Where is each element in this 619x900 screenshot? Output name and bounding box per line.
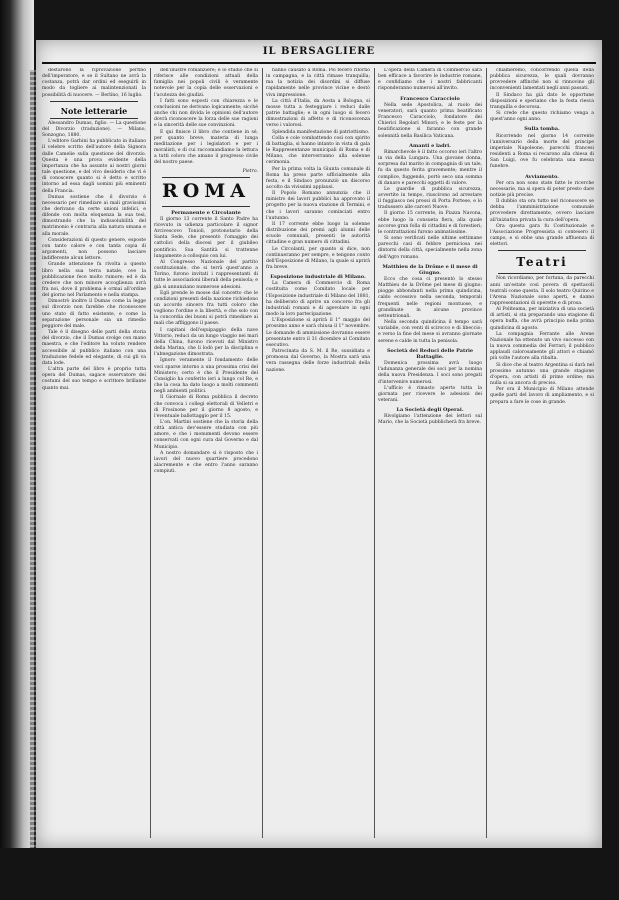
paragraph: A nostro domandare si è risposto che i lavori del nuovo quartiere procedono alacremente e che entro l'anno saranno compiuti. (154, 450, 258, 475)
column-rule (150, 68, 151, 838)
paragraph: hanno causato a Roma. Poi fecero ritorno in campagna, e la città rimase tranquilla; ma la notizia dei disordini si diffuse rapidamente nelle province vicine e destò viva impressione. (266, 68, 370, 98)
column-4 (378, 68, 482, 838)
divider (498, 273, 586, 274)
signature: Pietro. (242, 168, 258, 174)
paragraph: Non ricordiamo, per fortuna, da parecchi anni un'estate così povera di spettacoli teatrali come questa. Il solo teatro Quirino e l'Arena Nazionale sono aperti, e danno rappresentazioni di operette e di prosa. (490, 276, 594, 306)
paragraph: Ignoro veramente il fondamento delle voci sparse intorno a una prossima crisi del Ministero; certo è che il Presidente del Consiglio ha conferito ieri a lungo col Re, e che la cosa ha dato luogo a molti commenti negli ambienti politici. (154, 358, 258, 395)
paragraph: L'altra parte del libro è proprio tutta opera del Dumas, sagace osservatore dei costumi del suo tempo e scrittore brillante quanto mai. (42, 367, 146, 391)
paragraph: Il giorno 15 corrente, in Piazza Navona, ebbe luogo la consueta fiera, alla quale accorse gran folla di cittadini e di forestieri; le contrattazioni furono animatissime. (378, 211, 482, 235)
paragraph: Il Popolo Romano annunzia che il ministro dei lavori pubblici ha approvato il progetto per la nuova stazione di Termini, e che i lavori saranno cominciati entro l'autunno. (266, 191, 370, 221)
paragraph: Al Congresso Nazionale del partito costituzionale, che si terrà quest'anno a Torino, furono invitati i rappresentanti di tutte le associazioni liberali della penisola; e già si annunziano numerose adesioni. (154, 259, 258, 290)
paragraph: Grande attenzione fu rivolta a questo libro nella sua terra natale, ove la pubblicazione fece molto rumore; ed è da credere che non minore accoglienza avrà fra noi, dove il problema è ormai all'ordine del giorno nel Parlamento e nella stampa. (42, 262, 146, 299)
paragraph: Dimostrò inoltre il Dumas come la legge sul divorzio non farebbe che riconoscere uno stato di fatto esistente, e come la separazione personale sia un rimedio peggiore del male. (42, 299, 146, 329)
subheading: Società dei Reduci delle Patrie Battaglie. (386, 347, 474, 360)
scan-background-top (0, 0, 619, 40)
subheading: Permanente e Circolante (171, 209, 241, 216)
paragraph: Per ora il Municipio di Milano attende quelle parti del lavoro di ampliamento, e si prepara a fare le cose in grande. (490, 387, 594, 405)
paragraph: Nella seconda quindicina il tempo sarà variabile, con venti di scirocco e di libeccio; e verso la fine del mese si avranno giornate serene e calde in tutta la penisola. (378, 320, 482, 344)
paragraph: Splendida manifestazione di patriottismo. (272, 129, 370, 135)
paragraph: L'editore Garbini ha pubblicato in italiano il celebre scritto dell'autore della Signora dalle Camelie sulla questione del divorzio. Questa è una prova evidente della importanza che ha assunto ai nostri giorni tale questione, e del vivo desiderio che vi è di conoscere quanto si è detto e scritto intorno ad essa dagli uomini più eminenti della Francia. (42, 139, 146, 194)
paragraph: La compagnia Ferrante alle Arene Nazionale ha ottenuto un vivo successo con la nuova commedia del Ferrari; il pubblico applaudì calorosamente gli attori e chiamò più volte l'autore alla ribalta. (490, 331, 594, 362)
subheading: Matthieu de la Drôme e il mese di Giugno. (382, 263, 478, 276)
paragraph: Alessandro Dumas, figlio. — La questione del Divorzio (traduzione). — Milano, Sonzogno, 1880. (42, 120, 146, 139)
paragraph: Per ora non sono state fatte le ricerche necessarie, ma si spera di poter presto dare notizie più precise. (490, 180, 594, 198)
paragraph: Nella sede Apostolica, al ruolo dei veneratori, sarà quanto prima beatificato Francesco Caracciolo, fondatore dei Chierici Regolari Minori; e le feste per la beatificazione si faranno con grande solennità nella Basilica Vaticana. (378, 102, 482, 139)
column-rule (374, 68, 375, 838)
subheading: Francesco Caracciolo (400, 95, 460, 102)
newspaper-masthead: IL BERSAGLIERE (262, 46, 376, 57)
paragraph: Il Giornale di Roma pubblica il decreto che convoca i collegi elettorali di Velletri e di Frosinone per il giorno 8 agosto, e l'eventuale ballottaggio per il 15. (154, 395, 258, 419)
paragraph: Per la prima volta la Giunta comunale di Roma ha preso parte ufficialmente alla festa, e il Sindaco pronunziò un discorso accolto da vivissimi applausi. (266, 166, 370, 190)
paragraph: destarono la riprovazione perfino dell'imperatore, e se il Sultano ne avrà la costanza, potrà dar ordini ed eseguirli in modo da togliere ai malintenzionati la possibilità di nuocere. — Berlino, 16 luglio. (42, 68, 146, 98)
paragraph: Il dubbio sta ora tutto nel riconoscere se debba l'amministrazione comunale provvedere direttamente, ovvero lasciare all'iniziativa privata la cura dell'opera. (490, 199, 594, 223)
subheading: Sulla tomba. (524, 126, 560, 133)
paragraph: chiameremo, concorrendo quella della pubblica sicurezza, le quali dovranno provvedere affinché non si rinnovino gli inconvenienti lamentati negli anni passati. (490, 68, 594, 92)
subheading: La Società degli Operai. (396, 407, 464, 414)
paragraph: I capitani dell'equipaggio della nave Vittorio, reduci da un lungo viaggio nei mari della China, furono ricevuti dal Ministro della Marina, che li lodò per la disciplina e l'abnegazione dimostrata. (154, 327, 258, 358)
column-2 (154, 68, 258, 838)
paragraph: dell'illustre romanziere; e lo studio che si riferisce alle condizioni attuali della famiglia nei popoli civili è veramente notevole per la copia delle osservazioni e l'acutezza dei giudizi. (154, 68, 258, 98)
paragraph: Ecco che cosa ci presentò lo stesso Matthieu de la Drôme pel mese di giugno: piogge abbondanti nella prima quindicina, caldo eccessivo nella seconda, temporali frequenti nelle regioni montuose, e grandinate in alcune province settentrionali. (378, 277, 482, 319)
column-1 (42, 68, 146, 838)
divider (50, 118, 138, 119)
divider (50, 101, 138, 102)
paragraph: E qui finisce il libro che contiene in sé, per quanto breve, materia di lunga meditazione per i legislatori e per i moralisti, e di cui raccomandiamo la lettura a tutti coloro che amano il progresso civile del nostro paese. (154, 129, 258, 166)
paragraph: Le guardie di pubblica sicurezza, avvertite in tempo, riuscirono ad arrestare il fuggiasco nei pressi di Porta Portese, e lo tradussero alle carceri Nuove. (378, 186, 482, 211)
paragraph: Rivolgiamo l'attenzione dei lettori sul Mario, che la Società pubblicherà fra breve. (378, 414, 482, 426)
subheading: Avviamento. (524, 173, 560, 180)
paragraph: Si dice che al teatro Argentina si darà nel prossimo autunno una grande stagione d'opera, con artisti di primo ordine; ma nulla si sa ancora di preciso. (490, 362, 594, 387)
paragraph: La Camera di Commercio di Roma costituita come Comitato locale per l'Esposizione industriale di Milano del 1881, ha deliberato di aprire un concorso fra gli industriali romani e di agevolare in ogni modo la loro partecipazione. (266, 281, 370, 318)
paragraph: Il giorno 13 corrente il Santo Padre ha ricevuto in udienza particolare il signor Arcivescovo Tonioli, protonotario della Santa Sede, che presentò l'omaggio dei cattolici della diocesi per il giubileo pontificio. Sua Santità si trattenne lungamente a colloquio con lui. (154, 216, 258, 259)
paragraph: Ora questa gara fu Costituzionale e l'Associazione Progressista si contesero il campo, e si ebbe una grande affluenza di elettori. (490, 223, 594, 248)
column-3 (266, 68, 370, 838)
paragraph: Dumas sostiene che il divorzio è necessario per rimediare ai mali gravissimi che derivano da certe unioni infelici, e difende con molta eloquenza la sua tesi, dimostrando che la indissolubilità del matrimonio è contraria alla natura umana e alla morale. (42, 194, 146, 237)
paragraph: I fatti sono esposti con chiarezza e le conclusioni ne derivano logicamente; sicché anche chi non divida le opinioni dell'autore dovrà riconoscere la forza delle sue ragioni e la sincerità delle sue convinzioni. (154, 98, 258, 129)
column-5 (490, 68, 594, 838)
paragraph: Le Circolanti, per quanto si dice, non continueranno per sempre, e tengono conto dell'Esposizione di Milano, la quale si aprirà fra breve. (266, 246, 370, 270)
scan-background-bottom (0, 848, 619, 900)
paragraph: Il Sindaco ha già dato le opportune disposizioni e speriamo che la festa riesca tranquilla e decorosa. (490, 92, 594, 110)
divider (162, 177, 250, 178)
paragraph: Colla e cole combattendo così con spirito di battaglia, si hanno intanto in vista di gala le Rappresentanze municipali di Roma e di Milano, che interverranno alla solenne cerimonia. (266, 135, 370, 166)
paragraph: La città d'Italia, da Aosta a Bologna, si mosse tutta a festeggiare i reduci dalle patrie battaglie; e in ogni luogo si fecero dimostrazioni di affetto e di riconoscenza verso i valorosi. (266, 98, 370, 129)
section-title-teatri: Teatri (516, 255, 568, 270)
subheading: Esposizione industriale di Milano. (270, 274, 366, 281)
section-title-roma: ROMA (161, 179, 251, 202)
paragraph: L'on. Martini sostiene che la storia della città antica dev'essere studiata con più amore, e che i monumenti devono essere conservati con ogni cura dal Governo e dal Municipio. (154, 419, 258, 450)
column-rule (262, 68, 263, 838)
paragraph: L'Esposizione si aprirà il 1° maggio del prossimo anno e sarà chiusa il 1° novembre. Le domande di ammissione dovranno essere presentate entro il 31 dicembre al Comitato esecutivo. (266, 318, 370, 348)
header-rule (42, 62, 596, 64)
paragraph: Si crede che questo richiamo venga a quest'anno ogni anno. (490, 111, 594, 123)
paragraph: Al Politeama, per iniziativa di una società di artisti, si sta preparando una stagione di opera buffa, che avrà principio nella prima quindicina di agosto. (490, 307, 594, 331)
paragraph: Si sono verificati nelle ultime settimane parecchi casi di febbre perniciosa nei dintorni della città, specialmente nella zona dell'Agro romano. (378, 236, 482, 260)
divider (162, 206, 250, 207)
paragraph: Tale è il disegno delle parti della storia del divorzio, che il Dumas svolge con mano maestra, e che l'editore ha voluto rendere accessibile al pubblico italiano con una traduzione fedele ed elegante, di cui gli va data lode. (42, 330, 146, 366)
book-spine (0, 0, 34, 900)
paragraph: Considerazioni di questo genere, esposte con tanto calore e con tanta copia di argomenti, non possono lasciare indifferente alcun lettore. (42, 237, 146, 262)
paragraph: L'ufficio è rimasto aperto tutta la giornata per ricevere le adesioni dei veterani. (378, 385, 482, 403)
paragraph: Domenica prossima avrà luogo l'adunanza generale dei soci per la nomina della nuova Presidenza. I soci sono pregati d'intervenire numerosi. (378, 361, 482, 385)
paragraph: Egli prende le mosse dal concetto che le condizioni presenti della nazione richiedono un accordo sincero fra tutti coloro che vogliono l'ordine e la libertà, e che solo con la concordia dei buoni si potrà rimediare ai mali che affliggono il paese. (154, 290, 258, 327)
paragraph: Il 17 corrente ebbe luogo la solenne distribuzione dei premi agli alunni delle scuole comunali, presenti le autorità cittadine e gran numero di cittadini. (266, 221, 370, 246)
paragraph: Patrocinata da S. M. il Re, sussidiata e promossa dal Governo, la Mostra sarà una vera rassegna delle forze industriali della nazione. (266, 349, 370, 373)
paragraph: L'opera della Camera di Commercio sarà ben efficace a favorire le industrie romane, e confidiamo che i nostri fabbricanti risponderanno numerosi all'invito. (378, 68, 482, 92)
paragraph: Ricorrendo nel giorno 14 corrente l'anniversario della morte del principe imperiale Napoleone, parecchi francesi residenti a Roma si recarono alla chiesa di San Luigi, ove fu celebrata una messa funebre. (490, 133, 594, 170)
section-title-note-letterarie: Note letterarie (60, 105, 128, 116)
column-rule (486, 68, 487, 838)
divider (498, 250, 586, 251)
paragraph: Rimarchevole è il fatto occorso ieri l'altro in via della Lungara. Una giovane donna, sorpresa dal marito in compagnia di un tale, fu da questo ferita gravemente; mentre il complice, fuggendo, portò seco una somma di danaro e parecchi oggetti di valore. (378, 149, 482, 186)
newspaper-page (36, 40, 602, 848)
subheading: Amanti e ladri. (409, 142, 451, 149)
